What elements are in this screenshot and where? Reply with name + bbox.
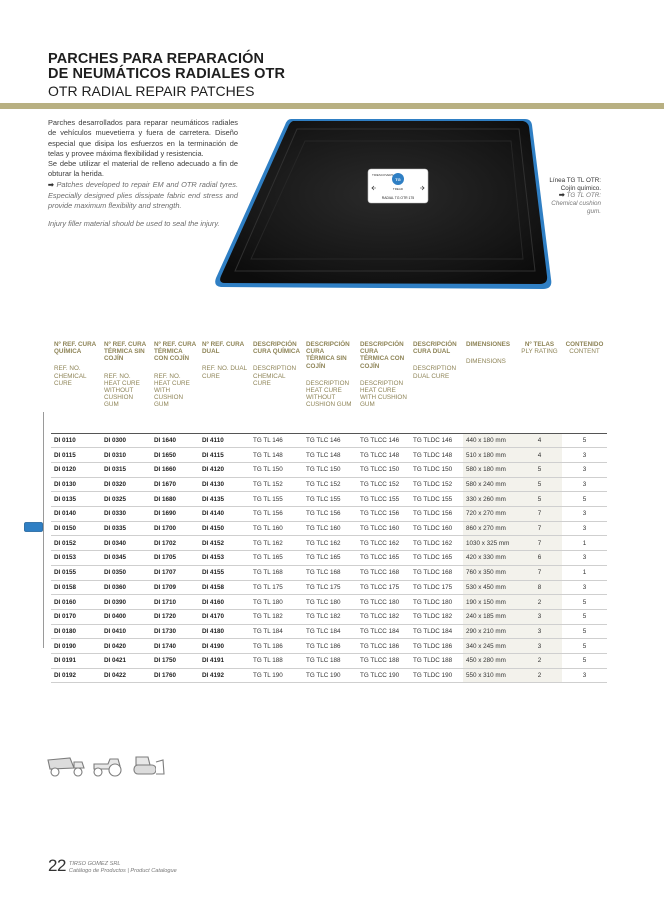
table-cell: 4 bbox=[517, 433, 562, 448]
column-header bbox=[250, 338, 303, 433]
table-cell: 1 bbox=[562, 536, 607, 551]
column-header bbox=[562, 338, 607, 433]
table-cell: DI 0152 bbox=[51, 536, 101, 551]
table-cell: 3 bbox=[517, 624, 562, 639]
arrow-icon: ➡ bbox=[48, 181, 54, 189]
table-cell: TG TLC 146 bbox=[303, 433, 357, 448]
table-cell: TG TL 150 bbox=[250, 463, 303, 478]
table-row bbox=[51, 477, 607, 492]
table-cell: TG TL 152 bbox=[250, 477, 303, 492]
table-cell: 7 bbox=[517, 507, 562, 522]
table-cell: 3 bbox=[562, 448, 607, 463]
table-cell: DI 4152 bbox=[199, 536, 250, 551]
table-header-row bbox=[51, 338, 607, 433]
table-cell: 5 bbox=[562, 595, 607, 610]
tractor-icon bbox=[94, 759, 121, 776]
table-cell: DI 0155 bbox=[51, 565, 101, 580]
table-cell: DI 1670 bbox=[151, 477, 199, 492]
table-cell: DI 0191 bbox=[51, 653, 101, 668]
table-cell: 5 bbox=[517, 477, 562, 492]
table-cell: TG TLDC 175 bbox=[410, 580, 463, 595]
table-cell: 1 bbox=[562, 565, 607, 580]
column-header-es: Nº REF. CURA TÉRMICA SIN COJÍN bbox=[104, 341, 146, 363]
table-cell: 550 x 310 mm bbox=[463, 668, 517, 683]
table-row bbox=[51, 463, 607, 478]
table-cell: DI 4135 bbox=[199, 492, 250, 507]
table-cell: DI 0158 bbox=[51, 580, 101, 595]
table-cell: DI 0115 bbox=[51, 448, 101, 463]
table-cell: 5 bbox=[562, 609, 607, 624]
table-cell: DI 0130 bbox=[51, 477, 101, 492]
table-row bbox=[51, 492, 607, 507]
table-cell: TG TLDC 184 bbox=[410, 624, 463, 639]
table-cell: 7 bbox=[517, 521, 562, 536]
table-cell: DI 4155 bbox=[199, 565, 250, 580]
table-cell: TG TLC 188 bbox=[303, 653, 357, 668]
column-header bbox=[151, 338, 199, 433]
page-number: 22 bbox=[48, 856, 66, 875]
table-cell: DI 0320 bbox=[101, 477, 151, 492]
table-cell: 240 x 185 mm bbox=[463, 609, 517, 624]
table-cell: DI 0410 bbox=[101, 624, 151, 639]
column-header bbox=[51, 338, 101, 433]
section-marker-icon bbox=[24, 522, 43, 532]
table-row bbox=[51, 565, 607, 580]
table-cell: TG TLDC 160 bbox=[410, 521, 463, 536]
table-cell: DI 0350 bbox=[101, 565, 151, 580]
table-row bbox=[51, 536, 607, 551]
table-cell: TG TLC 156 bbox=[303, 507, 357, 522]
table-cell: 5 bbox=[562, 492, 607, 507]
column-header bbox=[303, 338, 357, 433]
column-header-es: DESCRIPCIÓN CURA QUÍMICA bbox=[253, 341, 300, 356]
table-cell: DI 0190 bbox=[51, 639, 101, 654]
table-cell: TG TLDC 165 bbox=[410, 551, 463, 566]
table-cell: TG TL 162 bbox=[250, 536, 303, 551]
column-header-en: REF. NO. CHEMICAL CURE bbox=[54, 365, 87, 387]
patch-label-type: TREAD bbox=[392, 187, 404, 191]
column-header-es: CONTENIDO bbox=[565, 341, 604, 348]
table-cell: DI 0180 bbox=[51, 624, 101, 639]
column-header-en: DESCRIPTION CHEMICAL CURE bbox=[253, 365, 297, 387]
intro-es-2: Se debe utilizar el material de relleno adecuado a fin de obturar la herida. bbox=[48, 159, 238, 179]
table-cell: TG TLDC 180 bbox=[410, 595, 463, 610]
caption-en-2: Chemical cushion gum. bbox=[551, 200, 601, 215]
table-cell: 760 x 350 mm bbox=[463, 565, 517, 580]
table-cell: TG TLC 180 bbox=[303, 595, 357, 610]
table-cell: TG TLDC 162 bbox=[410, 536, 463, 551]
table-row bbox=[51, 580, 607, 595]
table-cell: TG TLDC 168 bbox=[410, 565, 463, 580]
table-cell: 5 bbox=[562, 639, 607, 654]
table-cell: 3 bbox=[562, 668, 607, 683]
column-header-en: DESCRIPTION HEAT CURE WITHOUT CUSHION GUM bbox=[306, 379, 352, 409]
column-header-es: DIMENSIONES bbox=[466, 341, 511, 348]
table-cell: DI 0390 bbox=[101, 595, 151, 610]
table-cell: TG TLCC 146 bbox=[357, 433, 410, 448]
table-cell: DI 1640 bbox=[151, 433, 199, 448]
table-cell: TG TL 165 bbox=[250, 551, 303, 566]
table-cell: 3 bbox=[562, 463, 607, 478]
table-cell: 5 bbox=[562, 653, 607, 668]
table-cell: TG TLC 155 bbox=[303, 492, 357, 507]
table-cell: TG TLCC 182 bbox=[357, 609, 410, 624]
table-cell: 2 bbox=[517, 668, 562, 683]
table-cell: TG TLDC 148 bbox=[410, 448, 463, 463]
table-cell: TG TLC 150 bbox=[303, 463, 357, 478]
table-cell: DI 0360 bbox=[101, 580, 151, 595]
table-cell: TG TL 182 bbox=[250, 609, 303, 624]
svg-text:TG: TG bbox=[395, 177, 401, 182]
table-cell: 8 bbox=[517, 580, 562, 595]
dump-truck-icon bbox=[48, 758, 84, 776]
table-row bbox=[51, 624, 607, 639]
table-cell: TG TLDC 152 bbox=[410, 477, 463, 492]
table-cell: TG TLC 190 bbox=[303, 668, 357, 683]
table-cell: TG TL 188 bbox=[250, 653, 303, 668]
table-cell: TG TLCC 188 bbox=[357, 653, 410, 668]
product-table bbox=[51, 338, 607, 683]
table-cell: TG TL 168 bbox=[250, 565, 303, 580]
page-title bbox=[48, 52, 285, 82]
table-cell: TG TLDC 190 bbox=[410, 668, 463, 683]
table-cell: TG TLC 168 bbox=[303, 565, 357, 580]
table-cell: TG TLCC 175 bbox=[357, 580, 410, 595]
table-cell: 440 x 180 mm bbox=[463, 433, 517, 448]
table-cell: DI 4140 bbox=[199, 507, 250, 522]
table-cell: 3 bbox=[517, 609, 562, 624]
table-cell: DI 4180 bbox=[199, 624, 250, 639]
table-cell: 190 x 150 mm bbox=[463, 595, 517, 610]
intro-en-1 bbox=[48, 180, 238, 212]
table-cell: DI 0325 bbox=[101, 492, 151, 507]
table-cell: TG TLC 162 bbox=[303, 536, 357, 551]
patch-label-model: RADIAL TG OTR 175 bbox=[381, 196, 415, 200]
table-cell: TG TLCC 180 bbox=[357, 595, 410, 610]
table-cell: 4 bbox=[517, 448, 562, 463]
column-header bbox=[101, 338, 151, 433]
patch-label-brand: TIRESCOVERS bbox=[372, 173, 394, 177]
table-cell: TG TLDC 188 bbox=[410, 653, 463, 668]
page-subtitle: OTR RADIAL REPAIR PATCHES bbox=[48, 83, 255, 99]
table-cell: DI 0420 bbox=[101, 639, 151, 654]
table-cell: 7 bbox=[517, 565, 562, 580]
table-cell: TG TLC 148 bbox=[303, 448, 357, 463]
table-cell: TG TLC 160 bbox=[303, 521, 357, 536]
table-cell: DI 0422 bbox=[101, 668, 151, 683]
table-cell: TG TL 175 bbox=[250, 580, 303, 595]
caption-en-1 bbox=[545, 192, 601, 200]
column-header-en: DESCRIPTION HEAT CURE WITH CUSHION GUM bbox=[360, 379, 407, 409]
table-cell: TG TLCC 162 bbox=[357, 536, 410, 551]
table-cell: DI 4150 bbox=[199, 521, 250, 536]
table-cell: TG TL 190 bbox=[250, 668, 303, 683]
table-cell: DI 1702 bbox=[151, 536, 199, 551]
caption-es-2: Cojín químico. bbox=[560, 184, 601, 192]
table-row bbox=[51, 609, 607, 624]
table-cell: 6 bbox=[517, 551, 562, 566]
table-cell: DI 4120 bbox=[199, 463, 250, 478]
column-header bbox=[357, 338, 410, 433]
table-cell: 290 x 210 mm bbox=[463, 624, 517, 639]
table-cell: TG TLCC 152 bbox=[357, 477, 410, 492]
table-cell: DI 1710 bbox=[151, 595, 199, 610]
table-cell: TG TLCC 184 bbox=[357, 624, 410, 639]
table-cell: TG TLCC 165 bbox=[357, 551, 410, 566]
column-header bbox=[199, 338, 250, 433]
table-cell: DI 0345 bbox=[101, 551, 151, 566]
intro-en-1-text: Patches developed to repair EM and OTR radial tyres. Especially designed plies dissipate fabric end stress and provide maximum flexibility and strength. bbox=[48, 179, 238, 211]
table-cell: TG TLDC 150 bbox=[410, 463, 463, 478]
table-cell: 450 x 280 mm bbox=[463, 653, 517, 668]
table-cell: TG TLCC 190 bbox=[357, 668, 410, 683]
table-cell: DI 1660 bbox=[151, 463, 199, 478]
footer-company: TIRSO GOMEZ SRL bbox=[68, 861, 121, 867]
table-cell: DI 0140 bbox=[51, 507, 101, 522]
table-cell: DI 4191 bbox=[199, 653, 250, 668]
table-cell: 420 x 330 mm bbox=[463, 551, 517, 566]
table-cell: 3 bbox=[562, 477, 607, 492]
table-cell: TG TLC 152 bbox=[303, 477, 357, 492]
table-row bbox=[51, 595, 607, 610]
column-header bbox=[410, 338, 463, 433]
column-header-es: DESCRIPCIÓN CURA TÉRMICA CON COJÍN bbox=[360, 341, 405, 370]
table-cell: TG TLDC 156 bbox=[410, 507, 463, 522]
intro-es-1: Parches desarrollados para reparar neumáticos radiales de vehículos muevetierra y fuera de carretera. Diseño especial que disipa los esfuerzos en la terminación de telas y provee máxima flexibilidad y resistencia. bbox=[48, 118, 238, 158]
footer-text bbox=[69, 861, 177, 874]
table-row bbox=[51, 507, 607, 522]
table-row bbox=[51, 668, 607, 683]
table-cell: 2 bbox=[517, 595, 562, 610]
column-header-en: CONTENT bbox=[569, 348, 600, 356]
arrow-icon: ➡ bbox=[558, 192, 565, 200]
table-cell: 5 bbox=[517, 463, 562, 478]
table-cell: TG TLC 165 bbox=[303, 551, 357, 566]
table-cell: 330 x 260 mm bbox=[463, 492, 517, 507]
column-header bbox=[517, 338, 562, 433]
table-row bbox=[51, 521, 607, 536]
table-cell: 1030 x 325 mm bbox=[463, 536, 517, 551]
table-cell: DI 1760 bbox=[151, 668, 199, 683]
table-cell: 7 bbox=[517, 536, 562, 551]
column-header-es: DESCRIPCIÓN CURA TÉRMICA SIN COJÍN bbox=[306, 341, 350, 370]
column-header-es: Nº TELAS bbox=[524, 341, 555, 348]
column-header-en: DIMENSIONS bbox=[466, 358, 506, 366]
table-cell: TG TLCC 168 bbox=[357, 565, 410, 580]
vehicle-icons bbox=[46, 754, 166, 778]
table-cell: DI 1700 bbox=[151, 521, 199, 536]
table-cell: TG TL 186 bbox=[250, 639, 303, 654]
table-cell: DI 1650 bbox=[151, 448, 199, 463]
table-cell: 5 bbox=[562, 624, 607, 639]
table-cell: DI 4192 bbox=[199, 668, 250, 683]
caption-es-1: Línea TG TL OTR: bbox=[549, 177, 601, 184]
table-cell: TG TL 155 bbox=[250, 492, 303, 507]
table-cell: DI 0421 bbox=[101, 653, 151, 668]
table-cell: DI 4130 bbox=[199, 477, 250, 492]
column-header-es: Nº REF. CURA TÉRMICA CON COJÍN bbox=[154, 341, 196, 363]
title-line-1: PARCHES PARA REPARACIÓN bbox=[48, 51, 265, 67]
bulldozer-icon bbox=[134, 757, 164, 774]
table-cell: 2 bbox=[517, 653, 562, 668]
column-header-en: REF. NO. HEAT CURE WITH CUSHION GUM bbox=[154, 372, 190, 409]
table-cell: TG TLC 186 bbox=[303, 639, 357, 654]
table-cell: DI 4160 bbox=[199, 595, 250, 610]
table-cell: TG TL 156 bbox=[250, 507, 303, 522]
table-cell: TG TLCC 148 bbox=[357, 448, 410, 463]
table-cell: TG TLCC 155 bbox=[357, 492, 410, 507]
column-header-en: PLY RATING bbox=[521, 348, 558, 356]
column-header-es: DESCRIPCIÓN CURA DUAL bbox=[413, 341, 457, 356]
column-header-es: Nº REF. CURA DUAL bbox=[202, 341, 244, 356]
table-cell: DI 1690 bbox=[151, 507, 199, 522]
table-cell: DI 0310 bbox=[101, 448, 151, 463]
table-cell: DI 0192 bbox=[51, 668, 101, 683]
table-cell: DI 1740 bbox=[151, 639, 199, 654]
table-cell: 510 x 180 mm bbox=[463, 448, 517, 463]
table-cell: 3 bbox=[517, 639, 562, 654]
table-cell: TG TL 146 bbox=[250, 433, 303, 448]
table-cell: DI 0150 bbox=[51, 521, 101, 536]
table-cell: 3 bbox=[562, 551, 607, 566]
table-cell: DI 1709 bbox=[151, 580, 199, 595]
table-cell: DI 0160 bbox=[51, 595, 101, 610]
column-header-en: REF. NO. HEAT CURE WITHOUT CUSHION GUM bbox=[104, 372, 140, 409]
table-cell: DI 0153 bbox=[51, 551, 101, 566]
table-cell: DI 0340 bbox=[101, 536, 151, 551]
table-cell: DI 4110 bbox=[199, 433, 250, 448]
header-rule bbox=[0, 103, 664, 109]
table-cell: 720 x 270 mm bbox=[463, 507, 517, 522]
table-cell: 3 bbox=[562, 521, 607, 536]
table-cell: DI 1720 bbox=[151, 609, 199, 624]
table-cell: DI 4115 bbox=[199, 448, 250, 463]
table-cell: DI 0330 bbox=[101, 507, 151, 522]
table-cell: 580 x 180 mm bbox=[463, 463, 517, 478]
table-cell: 5 bbox=[562, 433, 607, 448]
table-cell: DI 1680 bbox=[151, 492, 199, 507]
table-cell: DI 4153 bbox=[199, 551, 250, 566]
table-cell: TG TLC 184 bbox=[303, 624, 357, 639]
table-cell: DI 1707 bbox=[151, 565, 199, 580]
table-left-rule bbox=[43, 412, 44, 648]
table-cell: 530 x 450 mm bbox=[463, 580, 517, 595]
table-cell: TG TLDC 186 bbox=[410, 639, 463, 654]
table-cell: TG TL 160 bbox=[250, 521, 303, 536]
table-row bbox=[51, 639, 607, 654]
table-cell: DI 0400 bbox=[101, 609, 151, 624]
table-cell: TG TLCC 150 bbox=[357, 463, 410, 478]
table-cell: TG TLCC 156 bbox=[357, 507, 410, 522]
table-cell: TG TLC 182 bbox=[303, 609, 357, 624]
table-cell: DI 0335 bbox=[101, 521, 151, 536]
table-row bbox=[51, 551, 607, 566]
table-cell: DI 1730 bbox=[151, 624, 199, 639]
table-cell: TG TLCC 160 bbox=[357, 521, 410, 536]
table-cell: 3 bbox=[562, 507, 607, 522]
patch-image bbox=[213, 113, 553, 293]
table-cell: 5 bbox=[517, 492, 562, 507]
table-cell: TG TLC 175 bbox=[303, 580, 357, 595]
table-cell: DI 0110 bbox=[51, 433, 101, 448]
column-header-en: REF. NO. DUAL CURE bbox=[202, 365, 247, 380]
table-cell: DI 1705 bbox=[151, 551, 199, 566]
table-cell: DI 4170 bbox=[199, 609, 250, 624]
table-cell: DI 0120 bbox=[51, 463, 101, 478]
table-cell: 3 bbox=[562, 580, 607, 595]
title-block bbox=[48, 52, 285, 99]
table-cell: TG TLDC 146 bbox=[410, 433, 463, 448]
patch-caption bbox=[545, 177, 601, 216]
title-line-2: DE NEUMÁTICOS RADIALES OTR bbox=[48, 66, 286, 82]
table-cell: TG TLCC 186 bbox=[357, 639, 410, 654]
table-cell: 340 x 245 mm bbox=[463, 639, 517, 654]
caption-en-1-text: TG TL OTR: bbox=[566, 192, 601, 200]
patch-illustration bbox=[213, 113, 553, 293]
intro-en-2: Injury filler material should be used to seal the injury. bbox=[48, 218, 220, 228]
table-cell: TG TL 148 bbox=[250, 448, 303, 463]
table-cell: TG TL 184 bbox=[250, 624, 303, 639]
footer-catalogue: Catálogo de Productos | Product Catalogue bbox=[68, 867, 177, 874]
table-row bbox=[51, 653, 607, 668]
table-cell: DI 0170 bbox=[51, 609, 101, 624]
table-cell: DI 0315 bbox=[101, 463, 151, 478]
table-cell: DI 4190 bbox=[199, 639, 250, 654]
table-cell: DI 4158 bbox=[199, 580, 250, 595]
column-header-en: DESCRIPTION DUAL CURE bbox=[413, 365, 457, 380]
table-cell: TG TLDC 155 bbox=[410, 492, 463, 507]
column-header bbox=[463, 338, 517, 433]
table-cell: TG TL 180 bbox=[250, 595, 303, 610]
table-cell: DI 1750 bbox=[151, 653, 199, 668]
table-cell: DI 0135 bbox=[51, 492, 101, 507]
page-footer bbox=[48, 857, 177, 874]
table-cell: 580 x 240 mm bbox=[463, 477, 517, 492]
table-cell: DI 0300 bbox=[101, 433, 151, 448]
table-row bbox=[51, 448, 607, 463]
intro-text bbox=[48, 118, 238, 229]
table-cell: TG TLDC 182 bbox=[410, 609, 463, 624]
table-cell: 860 x 270 mm bbox=[463, 521, 517, 536]
column-header-es: Nº REF. CURA QUÍMICA bbox=[54, 341, 96, 356]
table-row bbox=[51, 433, 607, 448]
